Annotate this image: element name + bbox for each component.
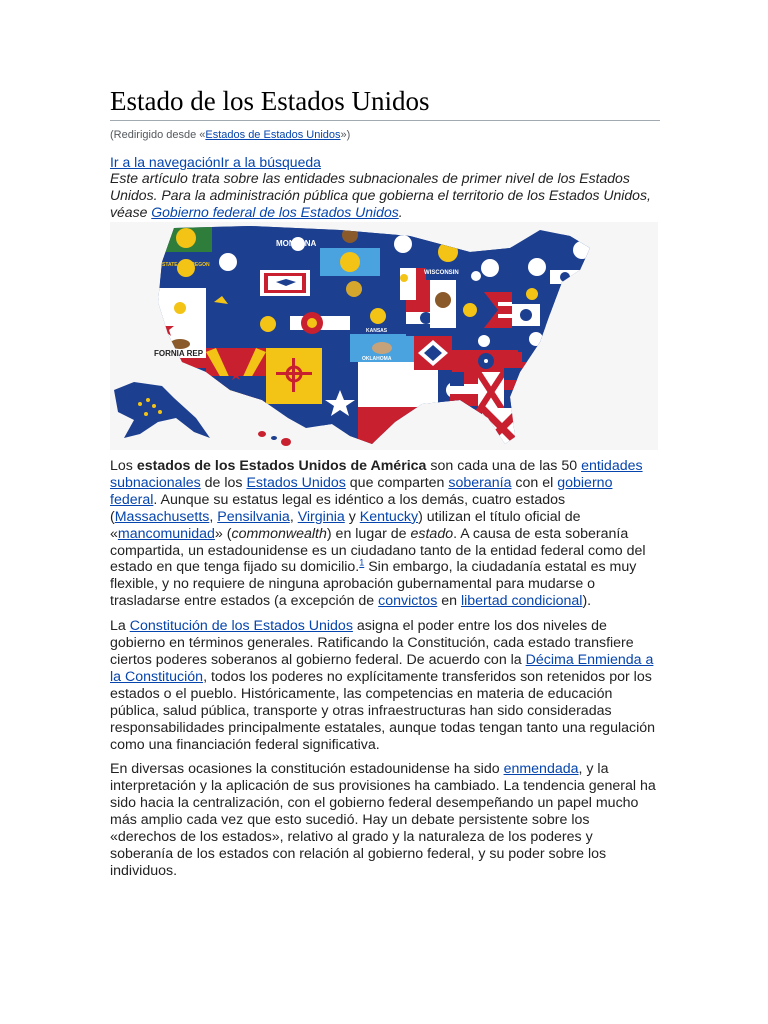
jump-links [110,154,660,170]
text: , [289,508,298,525]
text: y [344,508,360,525]
italic-estado: estado [410,525,454,542]
article-body [110,458,658,888]
text: ) utilizan el título oficial de « [110,508,581,542]
text: ). [582,593,592,610]
text: son cada una de las 50 [426,458,582,474]
link-enmendada[interactable]: enmendada [503,761,579,778]
reference-link[interactable]: 1 [359,557,365,568]
link-estados-unidos[interactable]: Estados Unidos [246,474,346,491]
link-mancomunidad[interactable]: mancomunidad [117,525,215,542]
map-label-wisconsin: WISCONSIN [424,270,459,276]
hatnote [110,170,660,221]
text: . Aunque su estatus legal es idéntico a los demás, cuatro estados ( [110,491,566,525]
text: , [209,508,218,525]
link-pensilvania[interactable]: Pensilvania [217,508,290,525]
paragraph-constitution [110,618,658,753]
text: ) en lugar de [326,525,411,542]
state-flags-map-image[interactable] [110,222,658,450]
text: » ( [214,525,232,542]
link-libertad-condicional[interactable]: libertad condicional [460,593,583,610]
map-label-kansas: KANSAS [366,328,388,334]
italic-commonwealth: commonwealth [231,525,327,542]
text: Sin embargo, la ciudadanía estatal es muy flexible, y no requiere de ninguna aprobación gubernamental para mudarse o trasladarse entre estados (a excepción de [110,559,637,610]
redirect-notice [110,128,660,142]
redirect-prefix: (Redirigido desde « [110,129,206,141]
link-gobierno-federal[interactable]: gobierno federal [110,474,613,508]
jump-to-navigation-link[interactable]: Ir a la navegación [110,154,221,170]
text: La [110,618,130,635]
hatnote-link[interactable]: Gobierno federal de los Estados Unidos [151,204,399,220]
map-label-california: FORNIA REP [154,349,204,358]
link-convictos[interactable]: convictos [378,593,438,610]
link-virginia[interactable]: Virginia [297,508,345,525]
map-label-oregon: STATE OF OREGON [162,262,210,268]
text: . A causa de esta soberanía compartida, un estadounidense es un ciudadano tanto de la entidad federal como del estado en que tenga fijado su domicilio. [110,525,646,576]
link-entidades-subnacionales[interactable]: entidades subnacionales [110,458,643,491]
text: Los [110,458,137,474]
redirect-suffix: ») [340,129,351,141]
link-constitucion[interactable]: Constitución de los Estados Unidos [129,618,353,635]
bold-term: estados de los Estados Unidos de América [136,458,427,474]
article-header [110,84,660,221]
jump-to-search-link[interactable]: Ir a la búsqueda [220,154,321,170]
text: que comparten [345,474,449,491]
map-label-montana: MONTANA [276,239,317,248]
map-label-oklahoma: OKLAHOMA [362,356,392,362]
paragraph-amendments [110,761,658,879]
link-decima-enmienda[interactable]: Décima Enmienda a la Constitución [110,651,654,685]
text: asigna el poder entre los dos niveles de gobierno en términos generales. Ratificando la Constitución, cada estado transfiere ciertos poderes soberanos al gobierno federal. De acuerdo con la [110,618,634,668]
hatnote-end: . [398,204,403,220]
link-kentucky[interactable]: Kentucky [359,508,419,525]
text: de los [200,474,247,491]
text: , todos los poderes no explícitamente transferidos son retenidos por los estados o el pueblo. Históricamente, las competencias en materia de educación pública, salud pública, transporte y otras infraestructuras han sido consideradas responsabilidades principalmente estatales, aunque todas tengan tanto una regulación como una financiación federal significativa. [110,668,656,753]
text: en [437,593,461,610]
flag-map-drawing [110,222,658,450]
link-soberania[interactable]: soberanía [448,474,512,491]
text: , y la interpretación y la aplicación de sus provisiones ha cambiado. La tendencia general ha sido hacia la centralización, con el gobierno federal desempeñando un papel mucho más amplio cada vez que esto sucedió. Hay un debate persistente sobre los «derechos de los estados», relativo al grado y la naturaleza de los poderes y soberanía de los estados con relación al gobierno federal, y su poder sobre los individuos. [110,761,656,879]
text: En diversas ocasiones la constitución estadounidense ha sido [110,761,504,778]
paragraph-intro [110,458,658,610]
hatnote-text: Este artículo trata sobre las entidades subnacionales de primer nivel de los Estados Unidos. Para la administración pública que gobierna el territorio de los Estados Unidos, véase [110,170,651,220]
page-title: Estado de los Estados Unidos [110,84,660,121]
redirect-link[interactable]: Estados de Estados Unidos [205,129,341,141]
link-massachusetts[interactable]: Massachusetts [114,508,210,525]
text: con el [511,474,558,491]
